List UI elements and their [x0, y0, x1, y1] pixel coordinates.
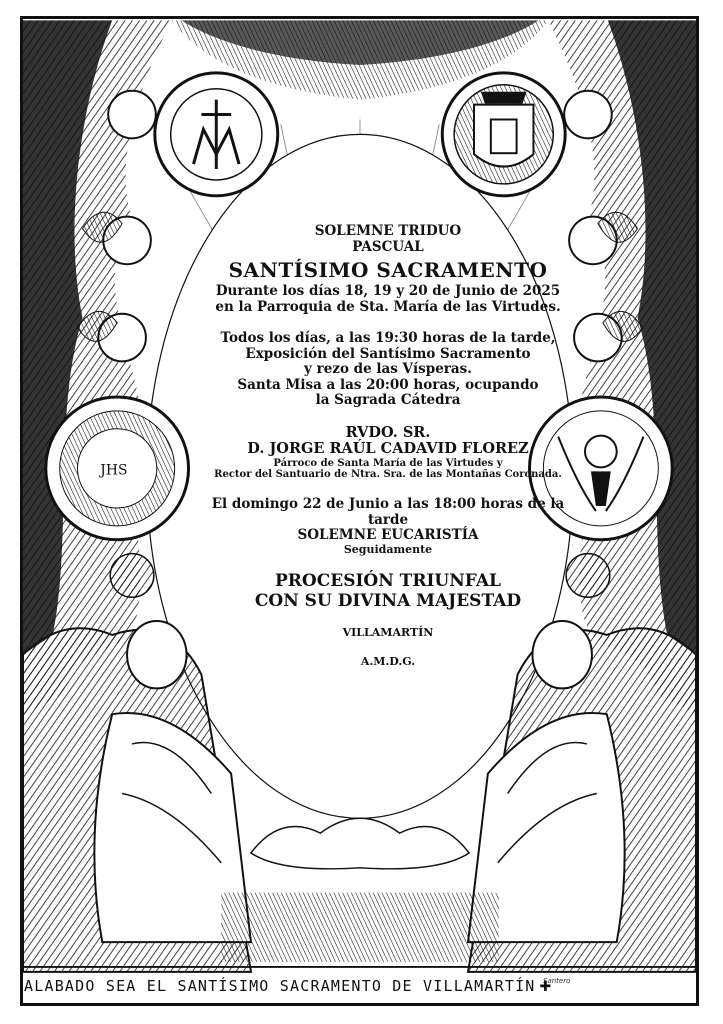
artist-signature: Santero [543, 977, 571, 985]
ihs-left-label: JHS [100, 462, 128, 479]
daily-line-5: la Sagrada Cátedra [315, 392, 461, 409]
dates-line-2: en la Parroquia de Sta. María de las Virtudes. [215, 298, 561, 315]
preacher-role-2: Rector del Santuario de Ntra. Sra. de las Montañas Coronada. [214, 469, 562, 481]
cross-icon: ✚ [539, 979, 553, 995]
sunday-line-4: Seguidamente [343, 542, 433, 556]
sunday-line-2: tarde [367, 511, 409, 528]
footer-inscription [24, 977, 679, 995]
heading-line-2: PASCUAL [352, 238, 424, 255]
sunday-line-1: El domingo 22 de Junio a las 18:00 horas de la [211, 495, 565, 512]
amdg-label: A.M.D.G. [360, 654, 416, 668]
procession-line-2: CON SU DIVINA MAJESTAD [254, 590, 522, 611]
clouds [251, 818, 469, 869]
daily-line-4: Santa Misa a las 20:00 horas, ocupando [237, 376, 539, 393]
poster-frame [20, 16, 699, 1006]
footer-text: ALABADO SEA EL SANTÍSIMO SACRAMENTO DE VILLAMARTÍN [24, 977, 536, 995]
preacher-title: RVDO. SR. [345, 423, 431, 441]
daily-line-2: Exposición del Santísimo Sacramento [245, 345, 531, 362]
parish-seal-icon [155, 73, 278, 196]
procession-line-1: PROCESIÓN TRIUNFAL [274, 571, 501, 592]
town-name: VILLAMARTÍN [342, 626, 434, 640]
preacher-name: D. JORGE RAÚL CADAVID FLOREZ [247, 440, 529, 458]
preacher-role-1: Párroco de Santa María de las Virtudes y [273, 457, 503, 469]
page-title: SANTÍSIMO SACRAMENTO [228, 258, 548, 283]
daily-line-1: Todos los días, a las 19:30 horas de la tarde, [220, 330, 556, 347]
ihs-sunburst-icon [46, 397, 189, 540]
dates-line-1: Durante los días 18, 19 y 20 de Junio de 2025 [215, 283, 561, 300]
sunday-line-3: SOLEMNE EUCARISTÍA [297, 527, 479, 544]
coat-of-arms-icon [442, 73, 565, 196]
daily-line-3: y rezo de las Vísperas. [304, 361, 472, 378]
announcement-text [173, 224, 603, 669]
heading-line-1: SOLEMNE TRIDUO [314, 223, 462, 239]
